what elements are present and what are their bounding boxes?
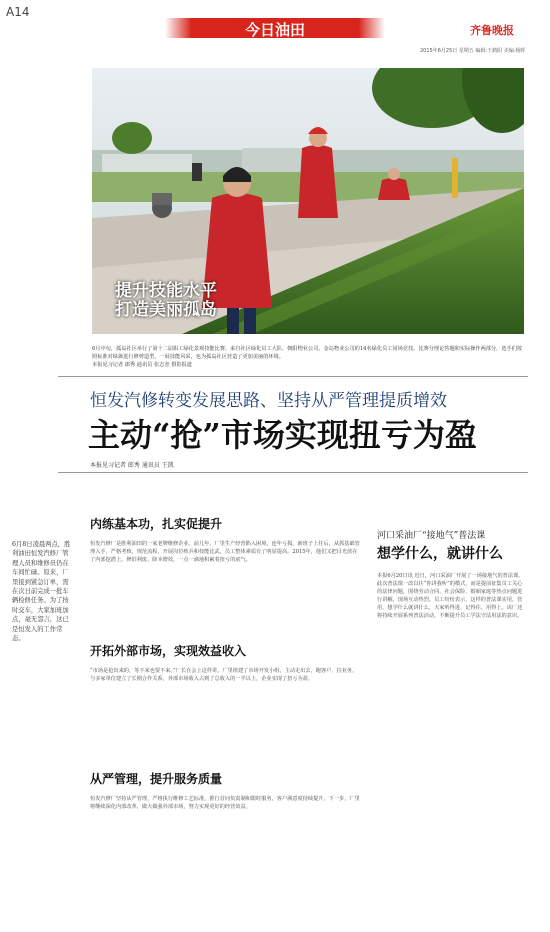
- newspaper-logo: 齐鲁晚报: [470, 24, 514, 37]
- lead-sidebar: 6月8日凌晨两点，胜利油田恒发汽修厂管理人员和维修员仍在车间忙碌。原来，厂里接到紧急订单，需在次日前完成一批车辆检修任务。为了按时交车，大家加班加点，毫无怨言，这已是恒发人的工作常态。: [12, 541, 71, 643]
- overlay-line-2: 打造美丽孤岛: [115, 300, 217, 320]
- article-section-3: [90, 770, 360, 811]
- section-heading: 开拓外部市场，实现效益收入: [90, 644, 247, 658]
- section-body: 恒发汽修厂是胜利油田的一家老牌维修企业。前几年，厂里生产经营陷入困境，连年亏损。新班子上任后，从抓基础管理入手，严格考核、规范流程，开展岗位练兵和技能比武，员工整体素质有了明显提高。2015年，他们又把目光放在了内部挖潜上，修旧利废、降本增效，一点一滴地积累着扭亏的底气。: [90, 541, 360, 563]
- caption-credit: 本报见习记者 郎秀 通讯员 张志奎 摄影报道: [92, 362, 192, 368]
- side-story-kicker: 河口采油厂“接地气”普法课: [377, 531, 486, 541]
- article-kicker: 恒发汽修转变发展思路、坚持从严管理提质增效: [90, 391, 447, 411]
- divider: [58, 376, 528, 377]
- section-title: 今日油田: [244, 21, 305, 39]
- page-number: A14: [6, 5, 30, 19]
- article-byline: 本报见习记者 郎秀 通讯员 王凯: [90, 462, 174, 469]
- side-story-body: 本报6月20日讯 近日，河口采油厂开展了一场接地气的普法课。此次普法课一改以往“你讲我听”的模式，而是提前征集员工关心的法律问题，围绕劳动合同、社会保险、婚姻家庭等热点问题进行讲解，现场互动热烈。员工纷纷表示，这样的普法课实用、管用，想学什么就讲什么，大家听得进、记得住、用得上。该厂还将持续开展系列普法活动，不断提升员工学法守法用法的意识。: [377, 573, 524, 619]
- section-heading: 内练基本功，扎实促提升: [90, 517, 223, 531]
- section-heading: 从严管理，提升服务质量: [90, 772, 223, 786]
- issue-meta: 2015年6月25日 星期五 编辑:王鹤阳 美编:杨晖: [420, 48, 526, 54]
- section-body: 恒发汽修厂坚持从严管理，严格执行维修工艺标准，推行首问负责制和限时服务，客户满意度持续提升。下一步，厂里将继续深化内部改革，做大做强外部市场，努力实现更好的经营效益。: [90, 796, 360, 810]
- divider: [58, 472, 528, 473]
- article-section-2: [90, 642, 360, 683]
- masthead: [0, 18, 550, 38]
- photo-overlay-title: [115, 282, 217, 320]
- article-headline: 主动“抢”市场实现扭亏为盈: [88, 416, 477, 454]
- overlay-line-1: 提升技能水平: [115, 281, 217, 301]
- side-story-title: 想学什么，就讲什么: [377, 546, 503, 562]
- photo-caption: [92, 345, 524, 369]
- caption-text: 6月中旬，孤岛社区举行了第十二届职工绿化景观技能比赛，来自社区绿化员工大队、朝阳物业公司、金岛物业公司的14名绿化员工同场竞技。比赛分理论答题和实际操作两部分，选手们按照标准对绿篱进行修剪造型，一展技能风采，也为孤岛社区营造了更加美丽的环境。: [92, 346, 523, 360]
- section-body: “市场是抢出来的，等不来也要不来。”厂长在会上这样讲。厂里组建了市场开发小组，主动走出去，跑客户、拉业务，与多家单位建立了长期合作关系，外部市场收入占到了总收入的一半以上，企业实现了扭亏为盈。: [90, 668, 358, 682]
- article-section-1: [90, 515, 360, 564]
